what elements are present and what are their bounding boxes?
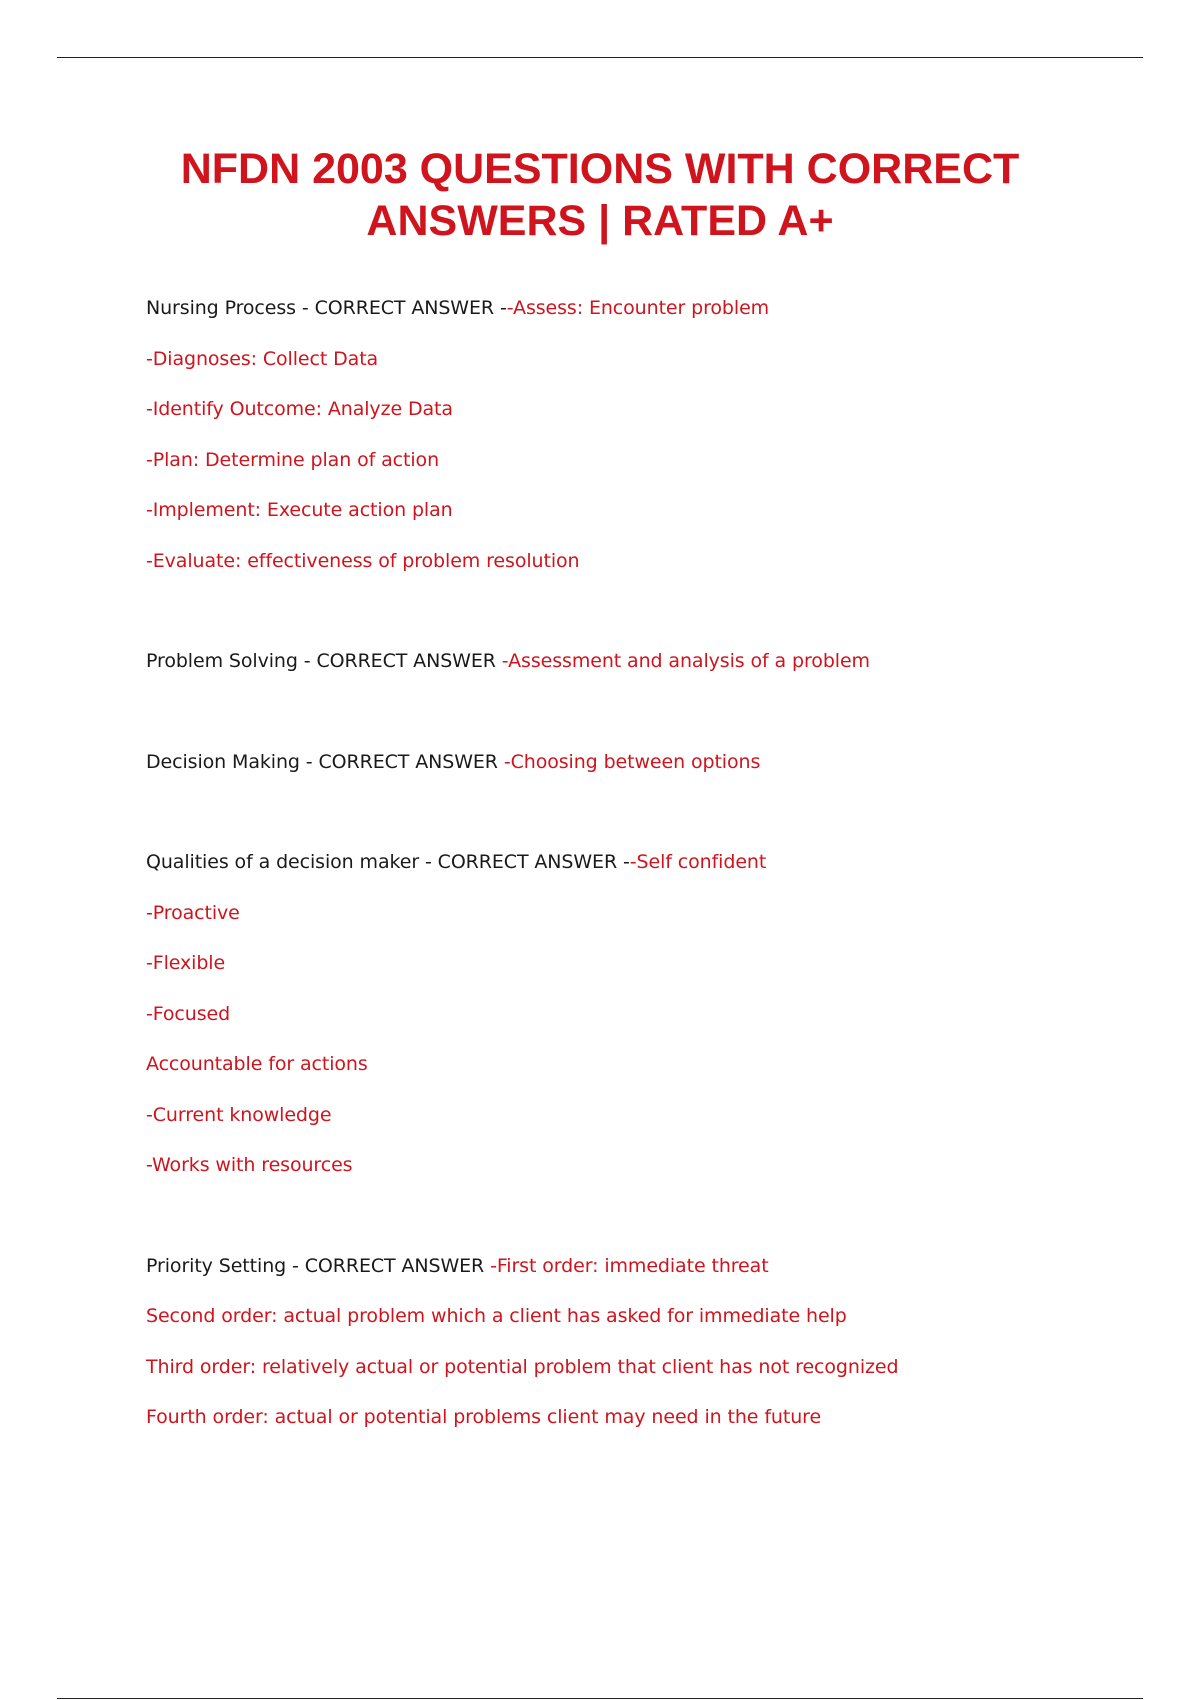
answer-line: -Works with resources bbox=[146, 1154, 353, 1176]
answer-line: -Evaluate: effectiveness of problem resolution bbox=[146, 549, 580, 572]
answer-text: -First order: immediate threat bbox=[490, 1254, 769, 1277]
answer-line: -Diagnoses: Collect Data bbox=[146, 347, 379, 370]
answer-text: -Choosing between options bbox=[503, 750, 761, 773]
qa-line bbox=[146, 1253, 1106, 1304]
title-line-1: NFDN 2003 QUESTIONS WITH CORRECT bbox=[180, 145, 1020, 193]
answer-text: -Assessment and analysis of a problem bbox=[501, 650, 870, 672]
term-label: Qualities of a decision maker - CORRECT ANSWER - bbox=[146, 851, 630, 873]
answer-line: -Current knowledge bbox=[146, 1103, 332, 1126]
answer-text: -Assess: Encounter problem bbox=[506, 297, 770, 319]
title-line-2: ANSWERS | RATED A+ bbox=[366, 197, 834, 245]
qa-line bbox=[146, 648, 1106, 699]
answer-line: Third order: relatively actual or potential problem that client has not recognized bbox=[146, 1355, 899, 1378]
answer-line: -Flexible bbox=[146, 952, 226, 974]
qa-entry-decision-maker-qualities bbox=[146, 849, 1106, 1203]
term-label: Problem Solving - CORRECT ANSWER bbox=[146, 650, 502, 672]
answer-line: -Proactive bbox=[146, 901, 240, 924]
answer-line: -Plan: Determine plan of action bbox=[146, 448, 440, 471]
top-divider bbox=[57, 57, 1143, 58]
term-label: Priority Setting - CORRECT ANSWER bbox=[146, 1254, 491, 1277]
answer-line: -Implement: Execute action plan bbox=[146, 499, 453, 521]
term-label: Nursing Process - CORRECT ANSWER - bbox=[146, 297, 507, 319]
answer-text: -Self confident bbox=[629, 851, 767, 873]
qa-line bbox=[146, 849, 1106, 900]
qa-entry-problem-solving bbox=[146, 648, 1106, 699]
bottom-divider bbox=[57, 1698, 1143, 1699]
qa-list bbox=[146, 295, 1106, 1455]
qa-entry-nursing-process bbox=[146, 295, 1106, 598]
answer-line: Second order: actual problem which a client has asked for immediate help bbox=[146, 1305, 847, 1327]
qa-line bbox=[146, 295, 1106, 346]
qa-entry-priority-setting bbox=[146, 1253, 1106, 1455]
qa-entry-decision-making bbox=[146, 749, 1106, 800]
answer-line: -Focused bbox=[146, 1002, 231, 1025]
qa-line bbox=[146, 749, 1106, 800]
answer-line: Fourth order: actual or potential problems client may need in the future bbox=[146, 1406, 822, 1428]
answer-line: Accountable for actions bbox=[146, 1053, 368, 1075]
term-label: Decision Making - CORRECT ANSWER bbox=[146, 750, 504, 773]
document-title bbox=[100, 143, 1100, 247]
answer-line: -Identify Outcome: Analyze Data bbox=[146, 398, 453, 420]
